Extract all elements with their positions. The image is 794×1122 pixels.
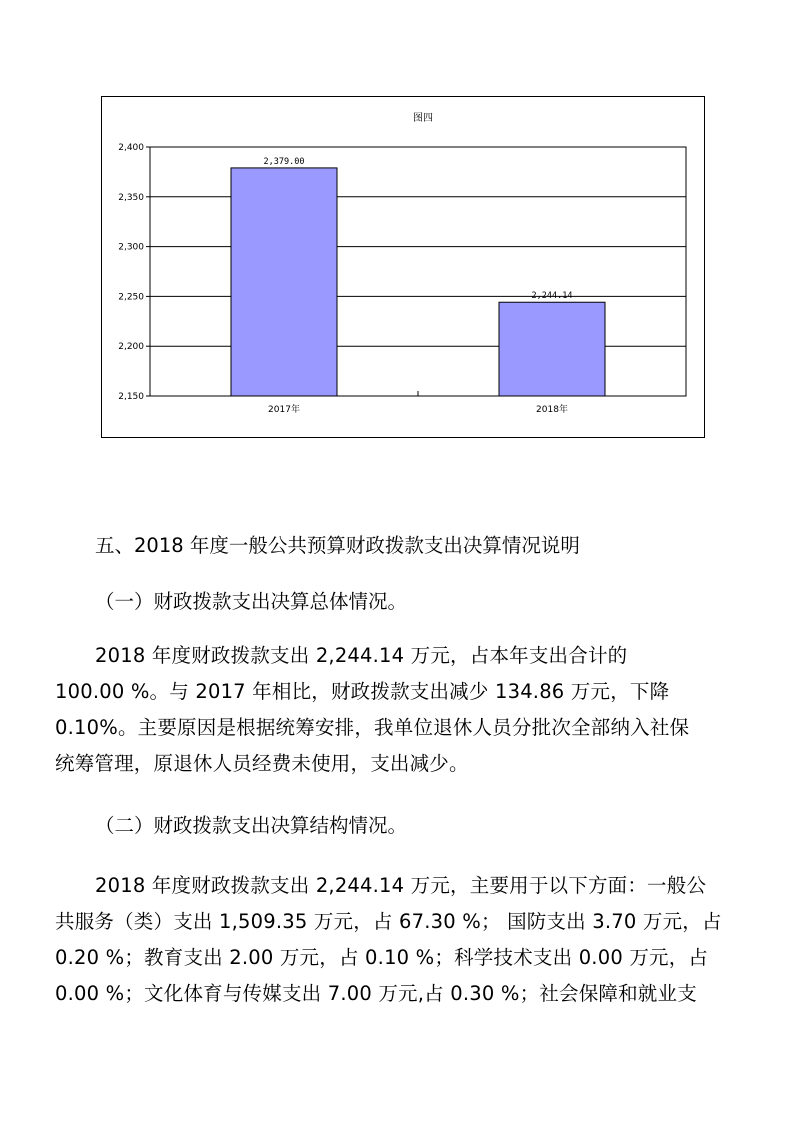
bar-chart: [101, 96, 705, 438]
sub2-heading: （二）财政拨款支出决算结构情况。: [95, 814, 408, 837]
sub1-line: 统筹管理，原退休人员经费未使用，支出减少。: [55, 752, 469, 775]
section-heading: 五、2018 年度一般公共预算财政拨款支出决算情况说明: [95, 534, 580, 557]
sub1-body: [55, 638, 745, 782]
x-tick-label: 2017年: [268, 405, 300, 415]
bar-2017年: [231, 168, 337, 396]
sub1-line: 0.10%。主要原因是根据统筹安排，我单位退休人员分批次全部纳入社保: [55, 716, 690, 739]
sub1-line: 100.00 %。与 2017 年相比，财政拨款支出减少 134.86 万元，下降: [55, 680, 670, 703]
sub2-line: 共服务（类）支出 1,509.35 万元，占 67.30 %； 国防支出 3.70 万元，占: [55, 910, 722, 933]
sub1-line: 2018 年度财政拨款支出 2,244.14 万元，占本年支出合计的: [95, 644, 628, 667]
sub1-heading: （一）财政拨款支出决算总体情况。: [95, 590, 408, 613]
sub2-line: 0.00 %；文化体育与传媒支出 7.00 万元,占 0.30 %；社会保障和就业支: [55, 982, 697, 1005]
x-tick-label: 2018年: [536, 405, 568, 415]
y-tick-label: 2,300: [118, 242, 144, 253]
y-tick-label: 2,200: [118, 342, 144, 353]
sub2-body: [55, 868, 745, 1012]
chart-canvas: [102, 97, 706, 439]
y-tick-label: 2,350: [118, 192, 144, 203]
chart-title: 图四: [413, 113, 433, 124]
y-tick-label: 2,400: [118, 143, 144, 153]
y-tick-label: 2,250: [118, 292, 144, 303]
sub2-line: 2018 年度财政拨款支出 2,244.14 万元，主要用于以下方面：一般公: [95, 874, 707, 897]
y-tick-label: 2,150: [118, 392, 144, 402]
bar-2018年: [499, 302, 605, 396]
data-label: 2,244.14: [531, 291, 573, 302]
sub2-line: 0.20 %；教育支出 2.00 万元，占 0.10 %；科学技术支出 0.00 万元，占: [55, 946, 709, 969]
data-label: 2,379.00: [263, 156, 305, 167]
plot-area: [150, 147, 686, 396]
